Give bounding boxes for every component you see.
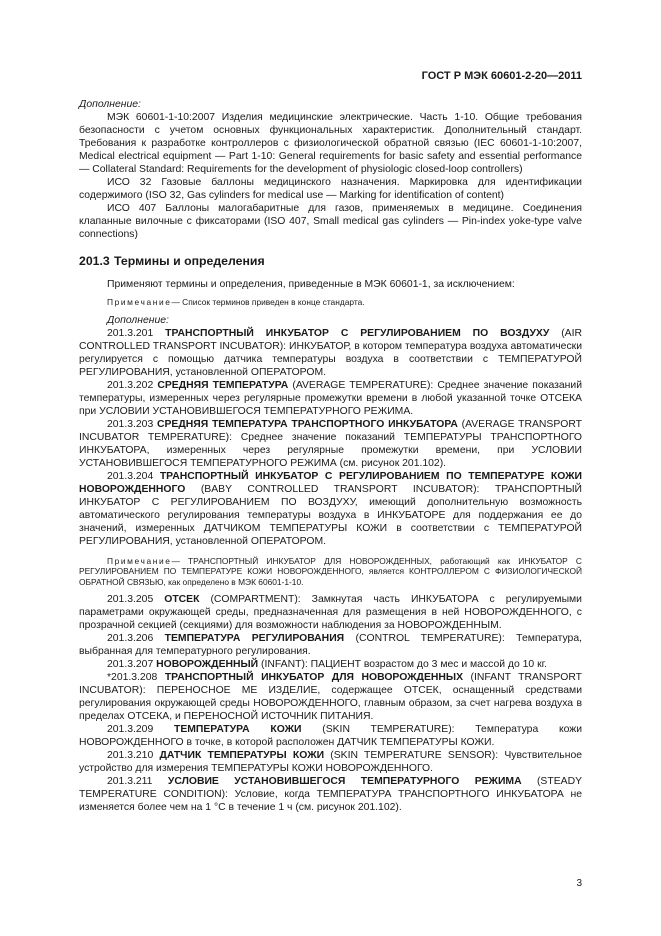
term-text: (BABY CONTROLLED TRANSPORT INCUBATOR): ТРАНСПОРТНЫЙ ИНКУБАТОР С РЕГУЛИРОВАНИЕМ ПО ВОЗДУХУ, имеющий дополнительную возможность автоматического регулирования температуры воздуха в ИНКУБАТОРЕ для поддержания ее до значений, измеренных ДАТЧИКОМ ТЕМПЕРАТУРЫ КОЖИ в соответствии с ТЕМПЕРАТУРОЙ РЕГУЛИРОВАНИЯ, установленной ОПЕРАТОРОМ. xyxy=(79,483,582,547)
term-definition xyxy=(79,379,582,418)
normative-reference: ИСО 407 Баллоны малогабаритные для газов, применяемых в медицине. Соединения клапанные вилочные с фиксаторами (ISO 407, Small medical gas cylinders — Pin-index yoke-type valve connections) xyxy=(79,203,582,240)
note-label: Примечание xyxy=(107,555,172,566)
section-title: Термины и определения xyxy=(114,254,265,268)
term-name: ТРАНСПОРТНЫЙ ИНКУБАТОР С РЕГУЛИРОВАНИЕМ ПО ТЕМПЕРАТУРЕ КОЖИ НОВОРОЖДЕННОГО xyxy=(79,470,582,495)
term-name: СРЕДНЯЯ ТЕМПЕРАТУРА xyxy=(157,379,289,391)
term-text: (COMPARTMENT): Замкнутая часть ИНКУБАТОРА с регулируемыми параметрами окружающей среды, предназначенная для размещения в ней НОВОРОЖДЕННОГО, с прозрачной секцией (секциями) для возможности наблюдения за НОВОРОЖДЕННЫМ. xyxy=(79,594,582,632)
term-text: (INFANT TRANSPORT INCUBATOR): ПЕРЕНОСНОЕ МЕ ИЗДЕЛИЕ, содержащее ОТСЕК, оснащенный средствами регулирования окружающей среды НОВОРОЖДЕННОГО, главным образом, за счет нагрева воздуха в пределах ОТСЕКА, и ПЕРЕНОСНОЙ ИСТОЧНИК ПИТАНИЯ. xyxy=(79,672,582,723)
term-text: (AVERAGE TEMPERATURE): Среднее значение показаний температуры, измеренных через регулярные промежутки времени в любой указанной точке ОТСЕКА при УСЛОВИИ УСТАНОВИВШЕГОСЯ ТЕМПЕРАТУРНОГО РЕЖИМА. xyxy=(79,379,583,417)
term-name: ОТСЕК xyxy=(164,594,200,606)
term-definition xyxy=(79,671,582,723)
term-definition xyxy=(79,593,582,632)
term-number: 201.3.203 xyxy=(107,418,154,430)
term-number: 201.3.207 xyxy=(107,659,154,671)
note xyxy=(79,297,582,308)
term-definition xyxy=(79,723,582,749)
term-name: ДАТЧИК ТЕМПЕРАТУРЫ КОЖИ xyxy=(159,750,325,762)
term-name: ТЕМПЕРАТУРА РЕГУЛИРОВАНИЯ xyxy=(164,633,345,645)
term-text: (CONTROL TEMPERATURE): Температура, выбранная для температурного регулирования. xyxy=(79,633,582,658)
term-number: 201.3.206 xyxy=(107,633,154,645)
term-text: (SKIN TEMPERATURE): Температура кожи НОВОРОЖДЕННОГО в точке, в которой расположен ДАТЧИК ТЕМПЕРАТУРЫ КОЖИ. xyxy=(79,724,583,749)
term-text: (AVERAGE TRANSPORT INCUBATOR TEMPERATURE): Среднее значение показаний ТЕМПЕРАТУРЫ ТРАНСПОРТНОГО ИНКУБАТОРА, измеренных через регулярные промежутки времени, при УСЛОВИИ УСТАНОВИВШЕГОСЯ ТЕМПЕРАТУРНОГО РЕЖИМА (см. рисунок 201.102). xyxy=(79,418,582,469)
section-heading xyxy=(79,255,582,268)
term-name: СРЕДНЯЯ ТЕМПЕРАТУРА ТРАНСПОРТНОГО ИНКУБАТОРА xyxy=(156,418,458,430)
term-name: ТРАНСПОРТНЫЙ ИНКУБАТОР ДЛЯ НОВОРОЖДЕННЫХ xyxy=(164,672,463,684)
page-number: 3 xyxy=(576,878,582,889)
term-number: 201.3.204 xyxy=(107,470,154,482)
section-number: 201.3 xyxy=(79,254,110,268)
term-number: 201.3.202 xyxy=(107,379,154,391)
term-definition xyxy=(79,632,582,658)
page-content xyxy=(79,98,582,814)
document-header: ГОСТ Р МЭК 60601-2-20—2011 xyxy=(421,70,582,82)
note-text: — ТРАНСПОРТНЫЙ ИНКУБАТОР ДЛЯ НОВОРОЖДЕННЫХ, работающий как ИНКУБАТОР С РЕГУЛИРОВАНИЕМ ПО ТЕМПЕРАТУРЕ КОЖИ НОВОРОЖДЕННОГО, является КОНТРОЛЛЕРОМ С ФИЗИОЛОГИЧЕСКОЙ ОБРАТНОЙ СВЯЗЬЮ, как определено в МЭК 60601-1-10. xyxy=(79,555,582,587)
term-number: 201.3.209 xyxy=(107,724,154,736)
term-number: 201.3.211 xyxy=(107,776,153,788)
term-number: 201.3.210 xyxy=(107,750,154,762)
term-text: (SKIN TEMPERATURE SENSOR): Чувствительное устройство для измерения ТЕМПЕРАТУРЫ КОЖИ НОВОРОЖДЕННОГО. xyxy=(79,750,583,775)
term-text: (AIR CONTROLLED TRANSPORT INCUBATOR): ИНКУБАТОР, в котором температура воздуха автоматически регулируется с помощью датчика температуры воздуха в соответствии с ТЕМПЕРАТУРОЙ РЕГУЛИРОВАНИЯ, установленной ОПЕРАТОРОМ. xyxy=(79,327,583,378)
term-definition xyxy=(79,775,582,814)
note-text: — Список терминов приведен в конце стандарта. xyxy=(171,297,365,307)
term-definition xyxy=(79,418,582,470)
term-text: (INFANT): ПАЦИЕНТ возрастом до 3 мес и массой до 10 кг. xyxy=(258,659,548,671)
term-text: (STEADY TEMPERATURE CONDITION): Условие, когда ТЕМПЕРАТУРА ТРАНСПОРТНОГО ИНКУБАТОРА не изменяется более чем на 1 °С в течение 1 ч (см. рисунок 201.102). xyxy=(79,776,583,814)
term-definition xyxy=(79,749,582,775)
note-label: Примечание xyxy=(107,297,172,307)
term-name: НОВОРОЖДЕННЫЙ xyxy=(156,659,259,671)
term-number: *201.3.208 xyxy=(107,672,158,684)
term-name: ТРАНСПОРТНЫЙ ИНКУБАТОР С РЕГУЛИРОВАНИЕМ ПО ВОЗДУХУ xyxy=(165,327,550,339)
addition-label: Дополнение: xyxy=(79,99,141,110)
normative-reference: МЭК 60601-1-10:2007 Изделия медицинские электрические. Часть 1-10. Общие требования безопасности с учетом основных функциональных характеристик. Дополнительный стандарт. Требования к разработке контроллеров с физиологической обратной связью (IEC 60601-1-10:2007, Medical electrical equipment — Part 1-10: General requirements for basic safety and essential performance — Collateral Standard: Requirements for the development of physiologic closed-loop controllers) xyxy=(79,112,582,175)
section-intro: Применяют термины и определения, приведенные в МЭК 60601-1, за исключением: xyxy=(107,279,515,290)
term-definition xyxy=(79,658,582,671)
term-number: 201.3.205 xyxy=(107,594,154,606)
normative-reference: ИСО 32 Газовые баллоны медицинского назначения. Маркировка для идентификации содержимого (ISO 32, Gas cylinders for medical use — Marking for identification of content) xyxy=(79,177,582,201)
term-definition xyxy=(79,470,582,548)
addition-label: Дополнение: xyxy=(107,314,169,326)
term-name: УСЛОВИЕ УСТАНОВИВШЕГОСЯ ТЕМПЕРАТУРНОГО РЕЖИМА xyxy=(167,776,522,788)
term-definition xyxy=(79,327,582,379)
term-name: ТЕМПЕРАТУРА КОЖИ xyxy=(173,724,302,736)
note xyxy=(79,556,582,588)
term-number: 201.3.201 xyxy=(107,327,154,339)
